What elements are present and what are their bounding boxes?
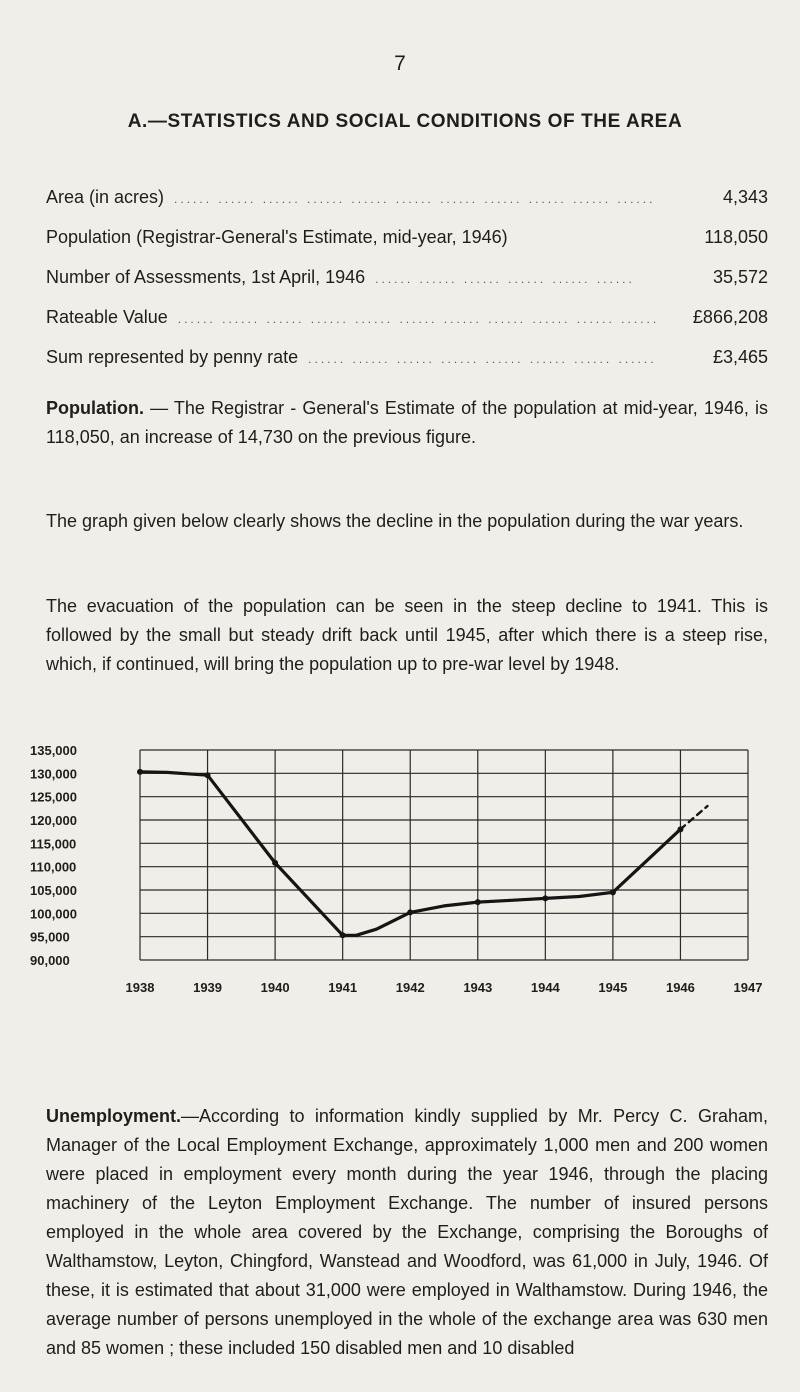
- data-point: [340, 932, 346, 938]
- dot-leader: ...... ...... ...... ...... ...... ...... ...... ...... ...... ...... ......: [174, 192, 656, 206]
- x-tick-label: 1942: [395, 980, 425, 995]
- stat-row-population: [46, 227, 768, 267]
- y-tick-label: 105,000: [30, 883, 77, 898]
- population-heading: Population.: [46, 398, 144, 418]
- stat-row-penny-rate: [46, 347, 768, 387]
- y-tick-label: 115,000: [30, 836, 77, 852]
- y-tick-label: 100,000: [30, 906, 77, 922]
- x-tick-label: 1944: [530, 980, 560, 995]
- stat-label: Population (Registrar-General's Estimate, mid-year, 1946): [46, 227, 508, 247]
- dot-leader: ...... ...... ...... ...... ...... ...... ...... ......: [308, 352, 657, 366]
- y-tick-label: 95,000: [30, 929, 70, 945]
- stat-row-area: [46, 187, 768, 227]
- stat-value: 118,050: [704, 227, 768, 247]
- population-chart: [30, 738, 780, 1008]
- population-text: — The Registrar - General's Estimate of the population at mid-year, 1946, is 118,050, an increase of 14,730 on the previous figure.: [46, 398, 768, 447]
- y-tick-label: 135,000: [30, 743, 77, 758]
- data-point: [272, 860, 278, 866]
- y-tick-label: 130,000: [30, 766, 77, 782]
- stat-value: £866,208: [692, 307, 768, 327]
- stat-label: Rateable Value: [46, 307, 168, 327]
- unemployment-paragraph: [46, 1102, 768, 1363]
- y-tick-label: 120,000: [30, 813, 77, 828]
- x-tick-label: 1946: [665, 980, 695, 995]
- stat-label: Number of Assessments, 1st April, 1946: [46, 267, 366, 287]
- y-tick-label: 90,000: [30, 953, 70, 968]
- graph-intro-paragraph: The graph given below clearly shows the decline in the population during the war years.: [46, 511, 744, 531]
- unemployment-text: —According to information kindly supplied by Mr. Percy C. Graham, Manager of the Local Employment Exchange, approximately 1,000 men and 200 women were placed in employment every month during the year 1946, through the placing machinery of the Leyton Employment Exchange. The number of insured persons employed in the whole area covered by the Exchange, comprising the Boroughs of Walthamstow, Leyton, Chingford, Wanstead and Woodford, was 61,000 in July, 1946. Of these, it is estimated that about 31,000 were employed in Walthamstow. During 1946, the average number of persons unemployed in the whole of the exchange area was 630 men and 85 women ; these included 150 disabled men and 10 disabled: [46, 1106, 768, 1358]
- statistics-table: [46, 187, 768, 387]
- stat-row-assessments: [46, 267, 768, 307]
- data-point: [475, 899, 481, 905]
- y-tick-label: 125,000: [30, 789, 77, 805]
- x-tick-label: 1941: [328, 980, 358, 995]
- stat-value: 35,572: [712, 267, 768, 287]
- x-tick-label: 1940: [260, 980, 290, 995]
- stat-value: £3,465: [712, 347, 768, 367]
- population-paragraph: [46, 394, 768, 452]
- data-point: [610, 889, 616, 895]
- stat-label: Area (in acres): [46, 187, 165, 207]
- x-tick-label: 1938: [125, 980, 155, 995]
- data-point: [137, 769, 143, 775]
- dot-leader: ...... ...... ...... ...... ...... ......: [375, 272, 635, 286]
- data-point: [407, 909, 413, 915]
- dot-leader: ...... ...... ...... ...... ...... ...... ...... ...... ...... ...... ......: [177, 312, 660, 326]
- stat-row-rateable-value: [46, 307, 768, 347]
- data-point: [542, 895, 548, 901]
- x-tick-label: 1943: [463, 980, 493, 995]
- page-number: 7: [394, 52, 406, 75]
- stat-value: 4,343: [722, 187, 768, 207]
- x-tick-label: 1945: [598, 980, 628, 995]
- population-line-chart: [30, 738, 780, 1008]
- unemployment-heading: Unemployment.: [46, 1106, 182, 1126]
- x-tick-label: 1947: [733, 980, 763, 995]
- section-title: A.—STATISTICS AND SOCIAL CONDITIONS OF THE AREA: [127, 111, 683, 132]
- stat-label: Sum represented by penny rate: [46, 347, 299, 367]
- y-tick-label: 110,000: [30, 859, 77, 875]
- evacuation-paragraph: The evacuation of the population can be seen in the steep decline to 1941. This is followed by the small but steady drift back until 1945, after which there is a steep rise, which, if continued, will bring the population up to pre-war level by 1948.: [46, 596, 768, 674]
- projection-line: [680, 806, 707, 829]
- data-point: [205, 772, 211, 778]
- x-tick-label: 1939: [193, 980, 223, 995]
